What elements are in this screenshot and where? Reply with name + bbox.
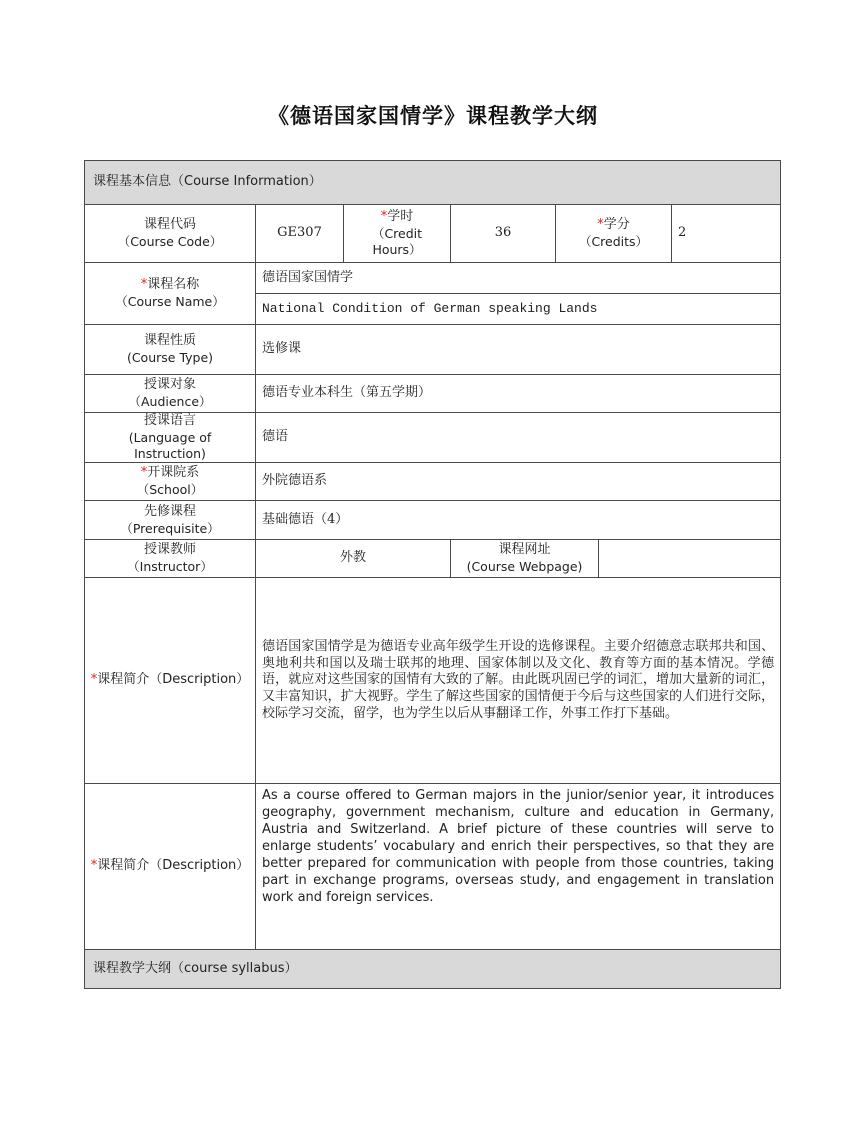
prerequisite-label-zh: 先修课程	[143, 503, 196, 519]
credits-value: 2	[672, 205, 781, 263]
credit-hours-label-zh: 学时	[387, 208, 414, 224]
course-code-label	[85, 205, 256, 263]
language-value: 德语	[256, 413, 781, 463]
instructor-value: 外教	[256, 540, 451, 578]
course-type-label	[85, 325, 256, 375]
course-code-label-en: （Course Code）	[117, 233, 223, 249]
description-zh-label	[85, 578, 256, 784]
school-label-en: （School）	[136, 482, 204, 498]
credits-label-en: （Credits）	[578, 233, 649, 249]
course-info-header: 课程基本信息（Course Information）	[85, 161, 781, 205]
required-marker: *	[140, 465, 148, 481]
credits-label	[556, 205, 672, 263]
prerequisite-label	[85, 501, 256, 540]
syllabus-header-row	[85, 950, 781, 989]
instructor-label	[85, 540, 256, 578]
audience-label-en: （Audience）	[128, 393, 212, 409]
required-marker: *	[597, 216, 604, 232]
description-zh-row	[85, 578, 781, 784]
webpage-label-en: (Course Webpage)	[466, 559, 583, 575]
course-name-label	[85, 263, 256, 325]
description-zh-label-text: 课程简介（Description）	[97, 672, 250, 688]
description-en-label	[85, 784, 256, 950]
course-type-row	[85, 325, 781, 375]
required-marker: *	[380, 208, 388, 224]
language-label-zh: 授课语言	[143, 413, 196, 428]
description-en-label-text: 课程简介（Description）	[97, 858, 250, 874]
webpage-value[interactable]	[599, 540, 781, 578]
description-en-text: As a course offered to German majors in the junior/senior year, it introduces geography, government mechanism, culture and education in Germany, Austria and Switzerland. A brief picture of these countries will serve to enlarge students’ vocabulary and enrich their perspectives, so that they are better prepared for communication with people from those countries, taking part in exchange programs, overseas study, and engagement in translation work and foreign services.	[256, 784, 781, 950]
code-row	[85, 205, 781, 263]
language-row	[85, 413, 781, 463]
required-marker: *	[90, 858, 98, 874]
audience-row	[85, 375, 781, 413]
description-en-row	[85, 784, 781, 950]
course-name-row	[85, 263, 781, 294]
audience-value: 德语专业本科生（第五学期）	[256, 375, 781, 413]
document-title: 《德语国家国情学》课程教学大纲	[268, 104, 598, 128]
webpage-label	[451, 540, 599, 578]
required-marker: *	[90, 672, 98, 688]
credit-hours-label	[344, 205, 451, 263]
prerequisite-row	[85, 501, 781, 540]
course-name-zh: 德语国家国情学	[256, 263, 781, 294]
instructor-label-zh: 授课教师	[143, 542, 196, 558]
course-type-label-zh: 课程性质	[143, 332, 196, 348]
credit-hours-value: 36	[451, 205, 556, 263]
course-code-value: GE307	[256, 205, 344, 263]
course-name-label-en: （Course Name）	[115, 293, 225, 309]
course-type-value: 选修课	[256, 325, 781, 375]
language-label-en: (Language of Instruction)	[128, 429, 212, 462]
instructor-label-en: （Instructor）	[127, 559, 213, 575]
course-name-en: National Condition of German speaking Lands	[256, 294, 781, 325]
credit-hours-label-en: （Credit Hours）	[371, 225, 423, 257]
description-zh-text: 德语国家国情学是为德语专业高年级学生开设的选修课程。主要介绍德意志联邦共和国、奥地利共和国以及瑞士联邦的地理、国家体制以及文化、教育等方面的基本情况。学德语，就应对这些国家的国情有大致的了解。由此既巩固已学的词汇，增加大量新的词汇，又丰富知识，扩大视野。学生了解这些国家的国情便于今后与这些国家的人们进行交际，校际学习交流，留学，也为学生以后从事翻译工作，外事工作打下基础。	[256, 578, 781, 784]
credits-label-zh: 学分	[603, 216, 630, 232]
webpage-label-zh: 课程网址	[498, 542, 551, 558]
required-marker: *	[140, 276, 148, 292]
course-info-header-row	[85, 161, 781, 205]
syllabus-table	[84, 160, 781, 989]
instructor-row	[85, 540, 781, 578]
audience-label	[85, 375, 256, 413]
course-name-label-zh: 课程名称	[147, 276, 200, 292]
course-type-label-en: (Course Type)	[126, 349, 214, 365]
school-label-zh: 开课院系	[147, 465, 200, 481]
syllabus-header: 课程教学大纲（course syllabus）	[85, 950, 781, 989]
school-label	[85, 463, 256, 501]
audience-label-zh: 授课对象	[143, 376, 196, 392]
prerequisite-label-en: （Prerequisite）	[120, 520, 220, 536]
school-value: 外院德语系	[256, 463, 781, 501]
language-label	[85, 413, 256, 463]
prerequisite-value: 基础德语（4）	[256, 501, 781, 540]
school-row	[85, 463, 781, 501]
course-code-label-zh: 课程代码	[143, 216, 196, 232]
